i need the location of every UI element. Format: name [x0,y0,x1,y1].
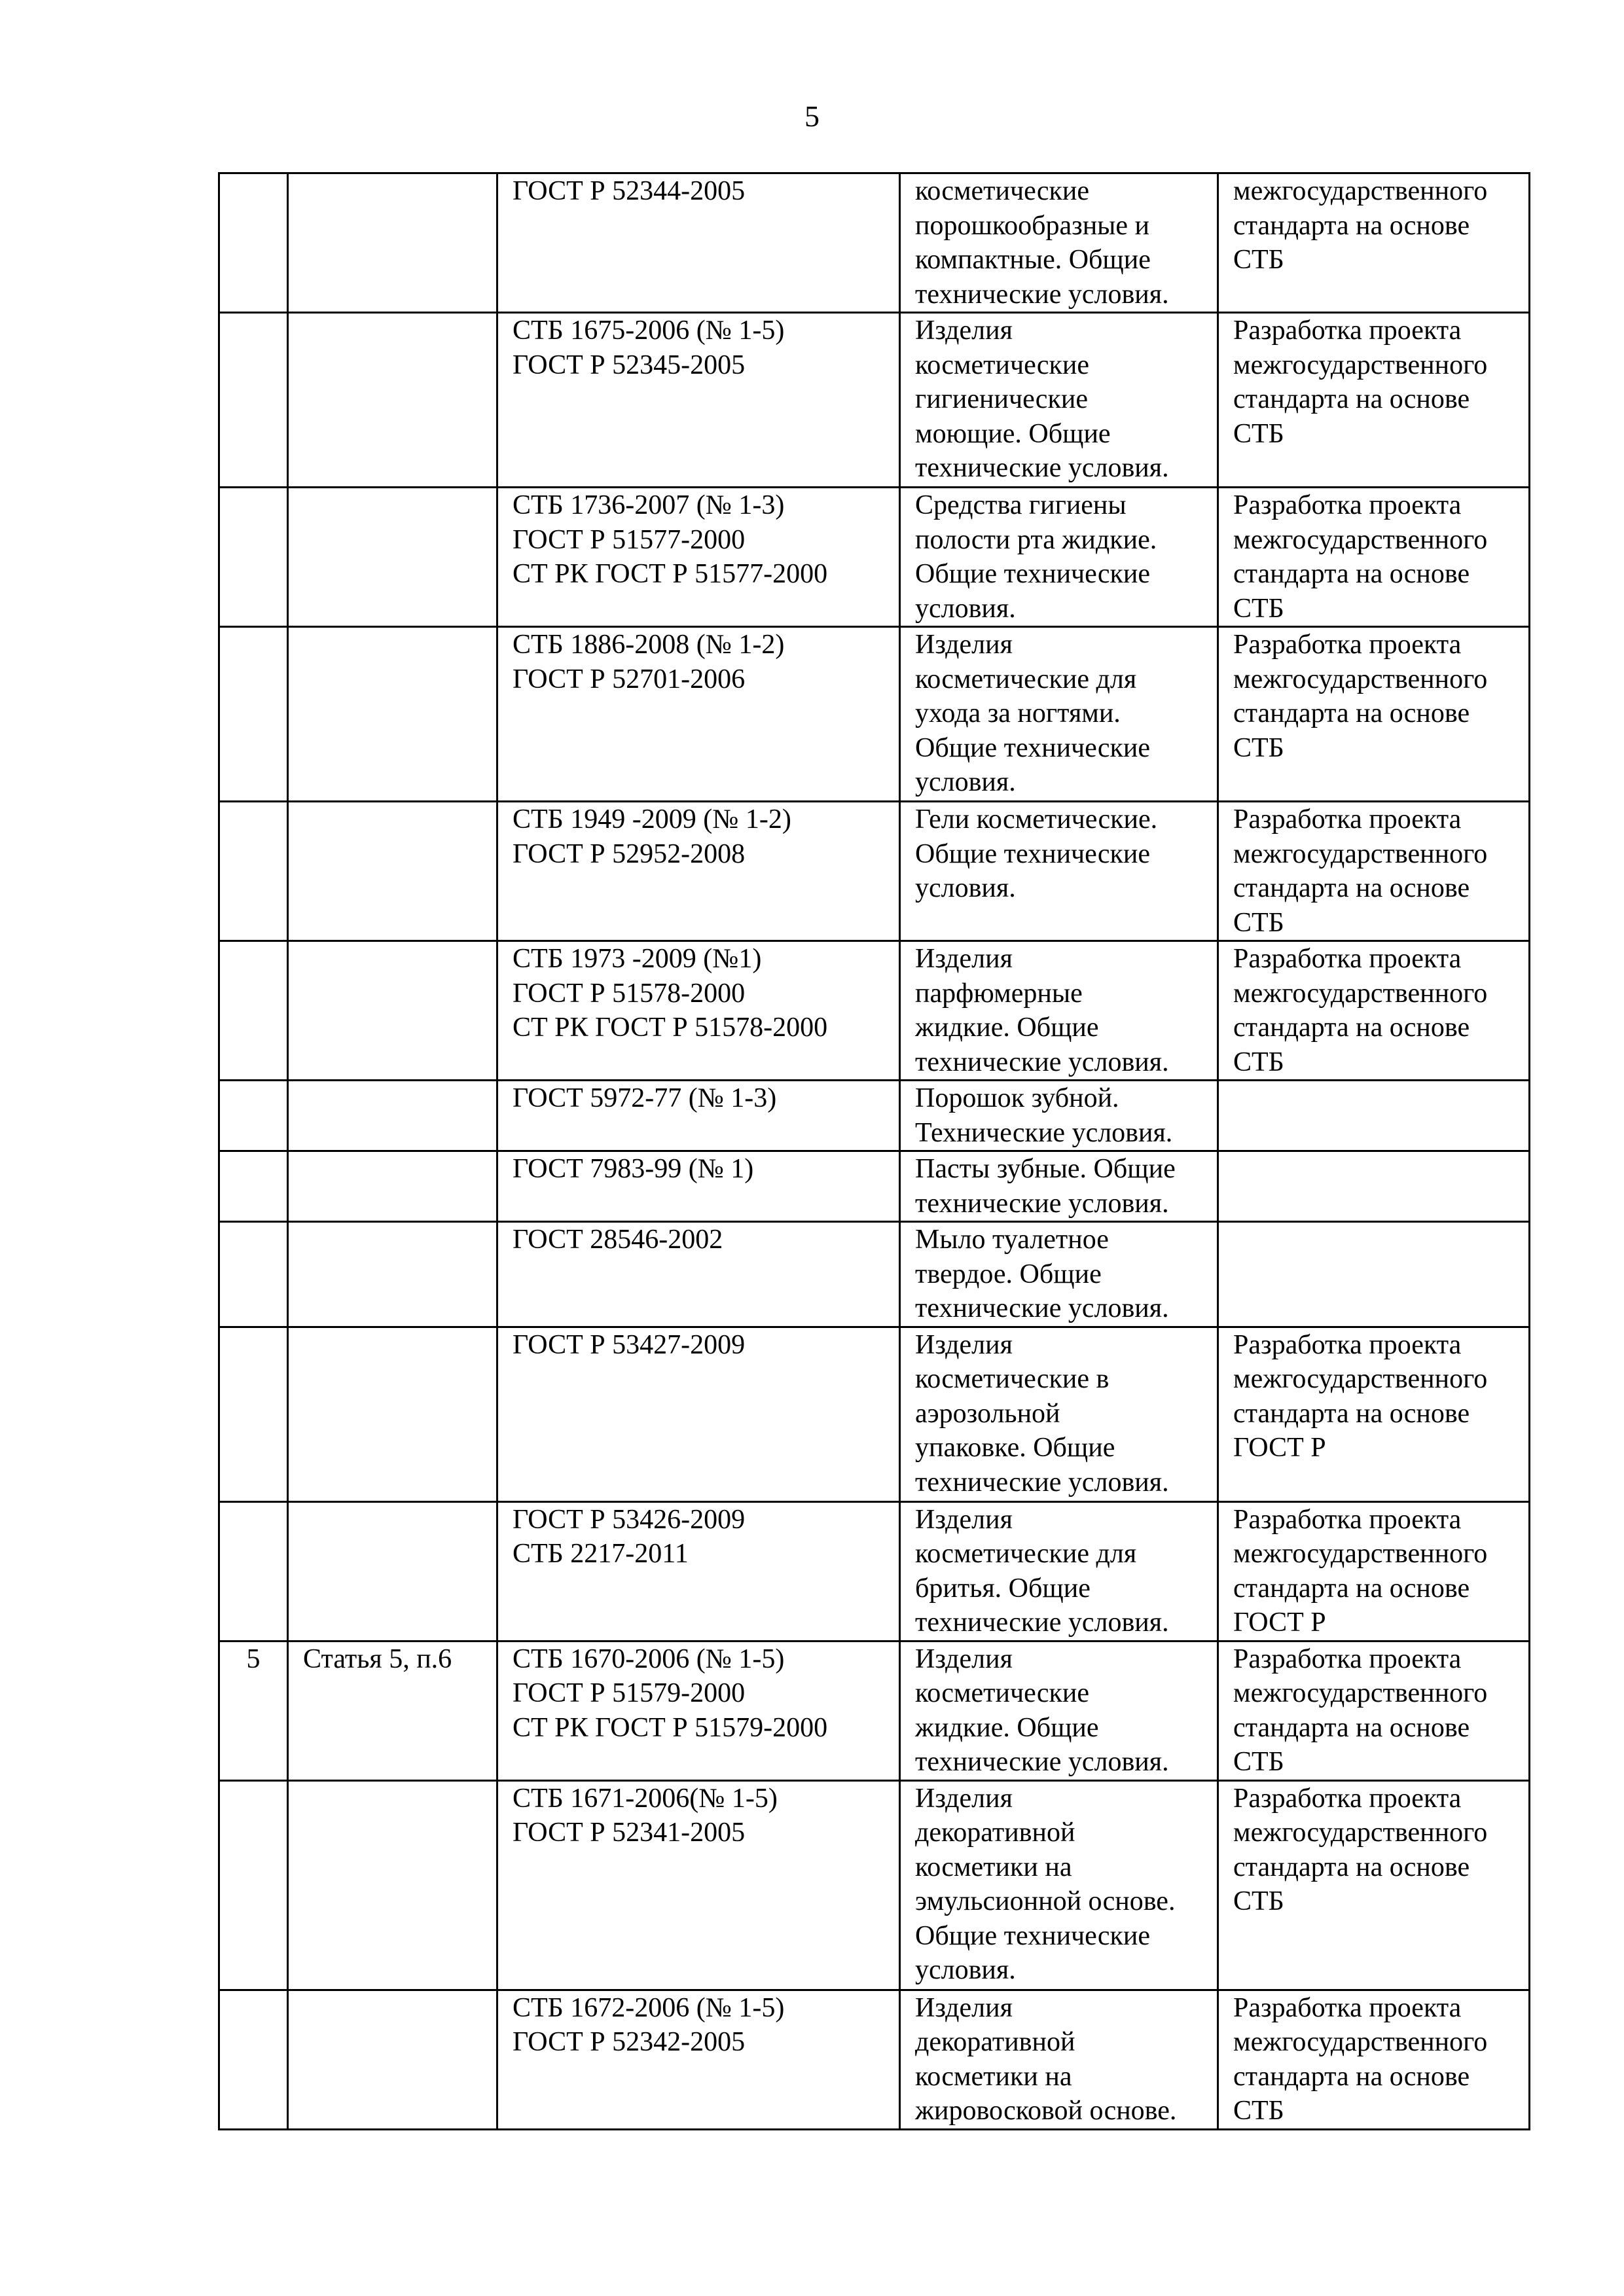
article-cell [288,1327,497,1501]
note-cell [1218,1641,1530,1780]
standard-name-cell [900,173,1218,313]
standard-name-line: гигиенические [915,384,1088,414]
note-cell [1218,173,1530,313]
standard-name-line: технические условия. [915,1188,1169,1219]
note-cell [1218,1222,1530,1327]
standard-name-line: Порошок зубной. [915,1083,1119,1113]
note-line: СТБ [1233,2096,1284,2126]
standard-name-line: порошкообразные и [915,210,1150,241]
standard-name-line: условия. [915,873,1016,903]
row-number-cell [219,1501,288,1641]
standard-name-cell [900,1327,1218,1501]
note-line: ГОСТ Р [1233,1433,1326,1463]
note-line: стандарта на основе [1233,1398,1470,1429]
article-cell [288,1990,497,2129]
standard-name-line: упаковке. Общие [915,1433,1115,1463]
note-line: Разработка проекта [1233,630,1462,660]
article-cell [288,941,497,1081]
note-line: межгосударственного [1233,1539,1488,1569]
note-line: СТБ [1233,593,1284,624]
article-cell [288,1081,497,1151]
note-line: СТБ [1233,732,1284,763]
standard-name-cell [900,1151,1218,1222]
standard-name-line: косметические в [915,1364,1110,1394]
row-number-cell [219,1327,288,1501]
standard-name-line: декоративной [915,1818,1075,1848]
standard-designation-line: ГОСТ Р 53426-2009 [513,1504,746,1535]
table-row [219,1151,1530,1222]
note-line: межгосударственного [1233,1364,1488,1394]
standard-name-line: Изделия [915,315,1013,346]
standard-designation-line: ГОСТ Р 52341-2005 [513,1818,746,1848]
note-line: Разработка проекта [1233,944,1462,974]
standard-designation-line: ГОСТ Р 51578-2000 [513,978,746,1009]
note-line: межгосударственного [1233,350,1488,380]
standard-designation-line: СТБ 1675-2006 (№ 1-5) [513,315,785,346]
row-number-cell [219,1151,288,1222]
standard-name-cell [900,1780,1218,1990]
standard-name-line: Изделия [915,1329,1013,1360]
standard-name-line: Средства гигиены [915,490,1127,520]
standard-designation-cell [497,1081,900,1151]
standard-designation-line: ГОСТ 5972-77 (№ 1-3) [513,1083,777,1113]
row-number-cell [219,488,288,627]
standard-name-line: Изделия [915,1783,1013,1814]
article-cell [288,488,497,627]
note-line: стандарта на основе [1233,384,1470,414]
standards-table [218,172,1530,2130]
note-line: СТБ [1233,1047,1284,1077]
standard-name-line: Изделия [915,1643,1013,1674]
note-line: СТБ [1233,1886,1284,1916]
note-cell [1218,1780,1530,1990]
standard-name-line: моющие. Общие [915,418,1111,449]
standard-name-line: Изделия [915,630,1013,660]
note-line: стандарта на основе [1233,1712,1470,1743]
standard-designation-line: ГОСТ Р 52952-2008 [513,838,746,869]
page-number: 5 [804,99,820,133]
article-cell [288,173,497,313]
note-cell [1218,1990,1530,2129]
note-line: Разработка проекта [1233,1504,1462,1535]
note-cell [1218,627,1530,802]
standard-name-cell [900,1081,1218,1151]
table-row [219,173,1530,313]
note-cell [1218,1151,1530,1222]
standard-name-line: Изделия [915,944,1013,974]
standard-designation-cell [497,488,900,627]
article-cell [288,802,497,941]
standard-designation-cell [497,1501,900,1641]
table-row [219,1222,1530,1327]
standard-name-line: косметические для [915,664,1137,694]
note-line: Разработка проекта [1233,1329,1462,1360]
standard-name-line: Гели косметические. [915,804,1158,834]
standard-designation-line: СТБ 1736-2007 (№ 1-3) [513,490,785,520]
note-line: СТБ [1233,418,1284,449]
standard-name-line: Изделия [915,1992,1013,2023]
note-line: ГОСТ Р [1233,1607,1326,1638]
note-line: межгосударственного [1233,1818,1488,1848]
standard-name-line: технические условия. [915,1047,1169,1077]
note-line: стандарта на основе [1233,1573,1470,1604]
standard-designation-line: ГОСТ Р 52701-2006 [513,664,746,694]
row-number-cell [219,1222,288,1327]
standard-designation-cell [497,1641,900,1780]
note-line: межгосударственного [1233,838,1488,869]
standard-designation-line: СТБ 2217-2011 [513,1539,689,1569]
note-cell [1218,941,1530,1081]
standard-name-line: технические условия. [915,1467,1169,1498]
standard-name-line: условия. [915,767,1016,797]
standard-name-cell [900,313,1218,488]
standard-name-line: косметические для [915,1539,1137,1569]
standard-designation-cell [497,1327,900,1501]
standard-name-line: парфюмерные [915,978,1083,1009]
standard-name-line: жидкие. Общие [915,1712,1099,1743]
row-number-cell [219,627,288,802]
standard-designation-cell [497,1151,900,1222]
article-cell [288,1151,497,1222]
note-line: стандарта на основе [1233,2061,1470,2092]
article-cell [288,1501,497,1641]
note-line: стандарта на основе [1233,698,1470,728]
note-cell [1218,313,1530,488]
table-row [219,1990,1530,2129]
standard-name-line: Общие технические [915,732,1151,763]
row-number-cell: 5 [219,1641,288,1780]
table-row [219,1780,1530,1990]
standard-name-line: косметики на [915,2061,1072,2092]
note-line: Разработка проекта [1233,804,1462,834]
standard-name-cell [900,488,1218,627]
standard-name-cell [900,802,1218,941]
article-cell [288,1780,497,1990]
standard-designation-line: СТБ 1671-2006(№ 1-5) [513,1783,778,1814]
standard-designation-line: ГОСТ Р 53427-2009 [513,1329,746,1360]
standard-designation-line: СТ РК ГОСТ Р 51578-2000 [513,1013,828,1043]
standard-name-cell [900,1990,1218,2129]
standard-designation-line: ГОСТ Р 52342-2005 [513,2027,746,2057]
row-number-cell [219,1990,288,2129]
table-row [219,1501,1530,1641]
standard-designation-line: СТБ 1949 -2009 (№ 1-2) [513,804,791,834]
standard-designation-line: ГОСТ 7983-99 (№ 1) [513,1154,754,1184]
note-line: СТБ [1233,907,1284,938]
note-cell [1218,488,1530,627]
note-line: стандарта на основе [1233,873,1470,903]
standard-name-line: полости рта жидкие. [915,524,1157,555]
note-cell [1218,802,1530,941]
table-row [219,802,1530,941]
table-row [219,627,1530,802]
note-cell [1218,1327,1530,1501]
standard-name-line: бритья. Общие [915,1573,1091,1604]
standard-name-line: Изделия [915,1504,1013,1535]
note-line: межгосударственного [1233,2027,1488,2057]
standard-designation-line: ГОСТ Р 51577-2000 [513,524,746,555]
row-number-cell [219,173,288,313]
standard-designation-cell [497,1990,900,2129]
table-row [219,1641,1530,1780]
standard-name-line: технические условия. [915,1747,1169,1777]
standard-name-cell [900,941,1218,1081]
note-line: межгосударственного [1233,978,1488,1009]
standard-name-cell [900,1641,1218,1780]
standard-name-line: Общие технические [915,559,1151,589]
standard-designation-cell [497,173,900,313]
row-number-cell [219,1081,288,1151]
standard-name-line: компактные. Общие [915,245,1151,275]
standard-name-line: Общие технические [915,838,1151,869]
standard-designation-cell [497,1780,900,1990]
standard-name-line: технические условия. [915,1293,1169,1323]
note-line: Разработка проекта [1233,1992,1462,2023]
standard-designation-line: СТ РК ГОСТ Р 51577-2000 [513,559,828,589]
standard-name-line: аэрозольной [915,1398,1060,1429]
row-number-cell [219,941,288,1081]
standard-name-line: жировосковой основе. [915,2096,1177,2126]
note-line: Разработка проекта [1233,315,1462,346]
standard-name-line: декоративной [915,2027,1075,2057]
standard-name-line: технические условия. [915,453,1169,483]
standard-designation-line: ГОСТ Р 52344-2005 [513,176,746,206]
standard-name-line: условия. [915,593,1016,624]
standard-name-cell [900,627,1218,802]
standard-designation-line: ГОСТ Р 51579-2000 [513,1678,746,1708]
standard-designation-line: ГОСТ 28546-2002 [513,1225,723,1255]
standard-name-line: условия. [915,1955,1016,1985]
note-cell [1218,1501,1530,1641]
standard-designation-cell [497,313,900,488]
standard-name-line: Общие технические [915,1920,1151,1951]
note-line: стандарта на основе [1233,1013,1470,1043]
standard-name-line: твердое. Общие [915,1259,1102,1289]
standard-name-cell [900,1222,1218,1327]
standard-designation-line: СТБ 1672-2006 (№ 1-5) [513,1992,785,2023]
note-line: стандарта на основе [1233,210,1470,241]
note-line: Разработка проекта [1233,1643,1462,1674]
note-line: СТБ [1233,1747,1284,1777]
standard-name-line: жидкие. Общие [915,1013,1099,1043]
row-number-cell [219,313,288,488]
standard-designation-line: СТБ 1973 -2009 (№1) [513,944,762,974]
table-row [219,313,1530,488]
standards-table-body [219,173,1530,2130]
standard-designation-line: СТБ 1886-2008 (№ 1-2) [513,630,785,660]
note-line: Разработка проекта [1233,490,1462,520]
note-cell [1218,1081,1530,1151]
note-line: межгосударственного [1233,524,1488,555]
table-row [219,1327,1530,1501]
standard-name-line: технические условия. [915,1607,1169,1638]
standard-designation-line: ГОСТ Р 52345-2005 [513,350,746,380]
standard-name-line: ухода за ногтями. [915,698,1121,728]
standard-name-line: косметические [915,1678,1089,1708]
article-cell: Статья 5, п.6 [288,1641,497,1780]
standard-designation-line: СТБ 1670-2006 (№ 1-5) [513,1643,785,1674]
article-cell [288,627,497,802]
standard-name-line: косметические [915,176,1089,206]
standard-name-line: косметики на [915,1852,1072,1882]
row-number-cell [219,802,288,941]
standard-designation-cell [497,941,900,1081]
standard-name-line: Мыло туалетное [915,1225,1109,1255]
note-line: межгосударственного [1233,664,1488,694]
article-cell [288,313,497,488]
note-line: стандарта на основе [1233,559,1470,589]
row-number-cell [219,1780,288,1990]
standard-name-line: Пасты зубные. Общие [915,1154,1176,1184]
table-row [219,488,1530,627]
standard-designation-cell [497,1222,900,1327]
standard-designation-cell [497,802,900,941]
standard-name-line: косметические [915,350,1089,380]
table-row [219,1081,1530,1151]
note-line: СТБ [1233,245,1284,275]
note-line: межгосударственного [1233,1678,1488,1708]
note-line: межгосударственного [1233,176,1488,206]
standard-name-cell [900,1501,1218,1641]
note-line: Разработка проекта [1233,1783,1462,1814]
standard-name-line: технические условия. [915,279,1169,310]
standard-designation-line: СТ РК ГОСТ Р 51579-2000 [513,1712,828,1743]
note-line: стандарта на основе [1233,1852,1470,1882]
standard-name-line: эмульсионной основе. [915,1886,1176,1916]
standard-name-line: Технические условия. [915,1117,1173,1148]
table-row [219,941,1530,1081]
article-cell [288,1222,497,1327]
standard-designation-cell [497,627,900,802]
